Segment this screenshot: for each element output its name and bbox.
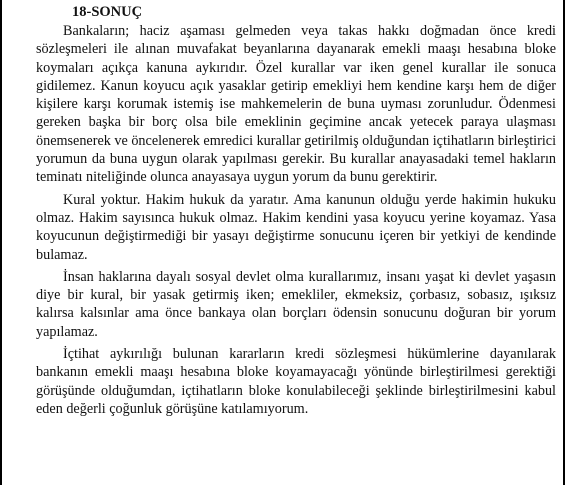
section-heading: 18-SONUÇ [72, 4, 143, 20]
paragraph-judge-law: Kural yoktur. Hakim hukuk da yaratır. Ama kanunun olduğu yerde hakimin hukuku olmaz. Hakim sayısınca hukuk olmaz. Hakim kendini yasa koyucu yerine koyamaz. Yasa koyucunun değiştirmediği bir yasayı değiştirme sonucunu içeren bir yetkiyi de kendinde bulamaz. [36, 191, 556, 263]
paragraph-social-state: İnsan haklarına dayalı sosyal devlet olma kurallarımız, insanı yaşat ki devlet yaşasın diye bir kural, bir yasak getirmiş iken; emekliler, ekmeksiz, çorbasız, sobasız, ışıksız kalırsa kalsınlar ama önce bankaya olan borçları ödensin sonucunu doğuran bir yorum yapılamaz. [36, 268, 556, 340]
paragraph-dissent: İçtihat aykırılığı bulunan kararların kredi sözleşmesi hükümlerine dayanılarak bankanın emekli maaşı hesabına bloke koyamayacağı yönünde birleştirilmesi gerektiği görüşünde olduğumdan, içtihatların bloke konulabileceği şeklinde birleştirilmesini kabul eden değerli çoğunluk görüşüne katılamıyorum. [36, 346, 556, 417]
paragraph-conclusion: Bankaların; haciz aşaması gelmeden veya takas hakkı doğmadan önce kredi sözleşmeleri ile alınan muvafakat beyanlarına dayanarak emekli maaşı hesabına bloke koymaları açıkça kanuna aykırıdır. Özel kurallar var iken genel kurallar ile sonuca gidilemez. Kanun koyucu açık yasaklar getirip emekliyi hem kendine karşı hem de diğer kişilere karşı korumak istemiş ise mahkemelerin de buna uyması zorunludur. Ödenmesi gereken başka bir borç olsa bile emeklinin geçimine ancak yetecek paraya ulaşması önemsenerek ve öncelenerek emredici kurallar getirilmiş olduğundan içtihatların birleştirici yorumun da buna uygun olarak yapılması gerekir. Bu kurallar anayasadaki temel hakların teminatı niteliğinde olunca anayasaya uygun yorum da bunu gerektirir. [36, 23, 557, 186]
document-body [36, 3, 556, 422]
